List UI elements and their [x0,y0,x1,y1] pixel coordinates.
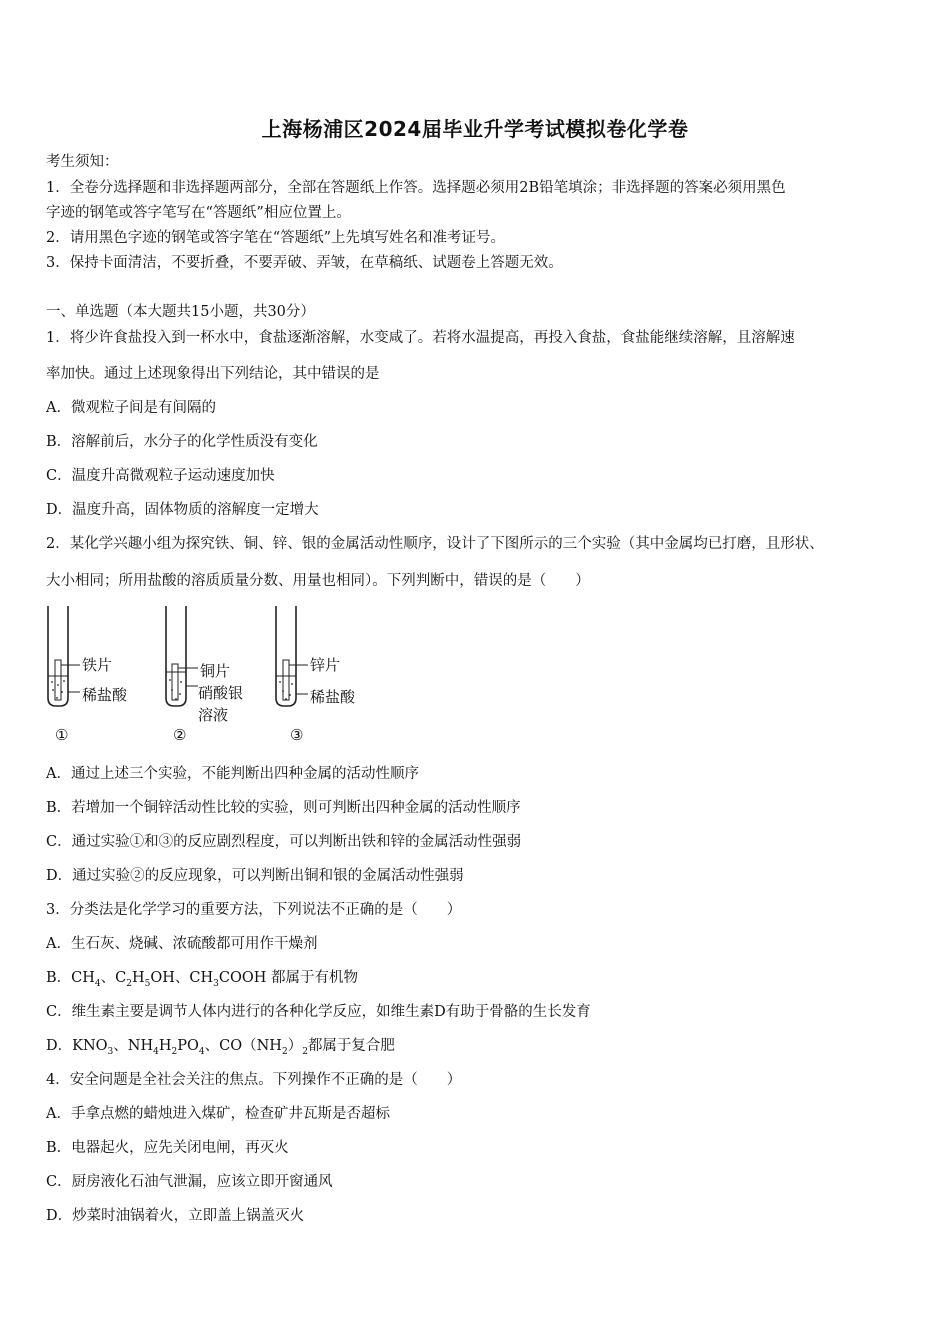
section-heading: 一、单选题（本大题共15小题，共30分） [46,304,315,320]
q2-option-b: B．若增加一个铜锌活动性比较的实验，则可判断出四种金属的活动性顺序 [46,800,521,816]
page-title: 上海杨浦区2024届毕业升学考试模拟卷化学卷 [261,117,689,141]
q4-option-a: A．手拿点燃的蜡烛进入煤矿，检查矿井瓦斯是否超标 [46,1106,390,1122]
q1-option-a: A．微观粒子间是有间隔的 [46,400,216,416]
q2-stem-line-1: 2．某化学兴趣小组为探究铁、铜、锌、银的金属活动性顺序，设计了下图所示的三个实验（其中金属均已打磨，且形状、 [46,536,824,552]
notice-line-4: 3．保持卡面清洁，不要折叠，不要弄破、弄皱，在草稿纸、试题卷上答题无效。 [46,255,563,271]
test-tube-2 [158,602,198,712]
q3-option-a: A．生石灰、烧碱、浓硫酸都可用作干燥剂 [46,936,318,952]
q1-option-b: B．溶解前后，水分子的化学性质没有变化 [46,434,318,450]
q1-stem-line-2: 率加快。通过上述现象得出下列结论，其中错误的是 [46,366,380,382]
q2-stem-line-2: 大小相同；所用盐酸的溶质质量分数、用量也相同）。下列判断中，错误的是（ ） [46,573,590,589]
q4-option-d: D．炒菜时油锅着火，立即盖上锅盖灭火 [46,1208,305,1224]
q1-stem-line-1: 1．将少许食盐投入到一杯水中，食盐逐渐溶解，水变咸了。若将水温提高，再投入食盐，食盐能继续溶解，且溶解速 [46,330,795,346]
q3-option-c: C．维生素主要是调节人体内进行的各种化学反应，如维生素D有助于骨骼的生长发育 [46,1004,591,1020]
tube-1-metal-label: 铁片 [82,656,113,674]
notice-line-3: 2．请用黑色字迹的钢笔或答字笔在“答题纸”上先填写姓名和准考证号。 [46,230,506,246]
test-tube-1 [40,602,80,712]
tube-1-number: ① [55,726,69,744]
tube-2-solution-label: 硝酸银 [198,684,244,702]
q3-option-b: B．$CH_4$、$C_2H_5OH$、$CH_3COOH$ 都属于有机物 [46,970,359,989]
tube-2-solution-label-2: 溶液 [198,706,229,724]
tube-2-metal-label: 铜片 [200,662,231,680]
notice-line-1: 1．全卷分选择题和非选择题两部分，全部在答题纸上作答。选择题必须用2B铅笔填涂；非选择题的答案必须用黑色 [46,180,786,196]
q2-option-d: D．通过实验②的反应现象，可以判断出铜和银的金属活动性强弱 [46,868,464,884]
q3-option-d: D．$KNO_3$、$NH_4H_2PO_4$、$CO(NH_2)_2$都属于复合肥 [46,1038,395,1057]
notice-heading: 考生须知： [46,154,119,170]
q4-option-c: C．厨房液化石油气泄漏，应该立即开窗通风 [46,1174,333,1190]
q2-option-a: A．通过上述三个实验，不能判断出四种金属的活动性顺序 [46,766,419,782]
test-tube-3 [268,602,308,712]
notice-line-2: 字迹的钢笔或答字笔写在“答题纸”相应位置上。 [46,205,351,221]
q4-stem: 4．安全问题是全社会关注的焦点。下列操作不正确的是（ ） [46,1072,462,1088]
tube-2-number: ② [173,726,187,744]
q2-option-c: C．通过实验①和③的反应剧烈程度，可以判断出铁和锌的金属活动性强弱 [46,834,522,850]
tube-3-solution-label: 稀盐酸 [310,688,356,706]
experiment-figure [40,602,400,752]
q4-option-b: B．电器起火，应先关闭电闸，再灭火 [46,1140,289,1156]
tube-3-number: ③ [290,726,304,744]
tube-1-solution-label: 稀盐酸 [82,686,128,704]
q1-option-d: D．温度升高，固体物质的溶解度一定增大 [46,502,319,518]
q1-option-c: C．温度升高微观粒子运动速度加快 [46,468,275,484]
tube-3-metal-label: 锌片 [310,656,341,674]
q3-stem: 3．分类法是化学学习的重要方法，下列说法不正确的是（ ） [46,902,462,918]
